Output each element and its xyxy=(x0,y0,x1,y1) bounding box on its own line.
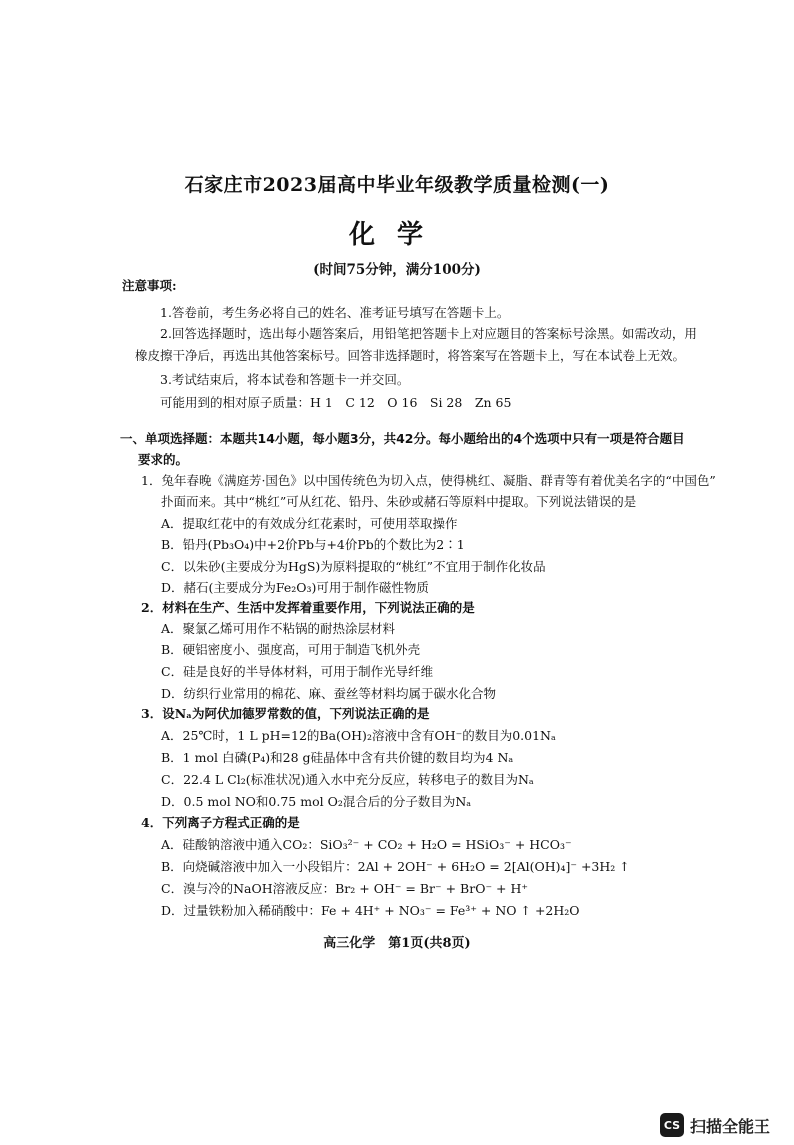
q2-option-a: A．聚氯乙烯可用作不粘锅的耐热涂层材料 xyxy=(161,621,396,636)
q1-option-a: A．提取红花中的有效成分红花素时，可使用萃取操作 xyxy=(161,516,458,531)
notice-item-2-cont: 橡皮擦干净后，再选出其他答案标号。回答非选择题时，将答案写在答题卡上，写在本试卷上无效。 xyxy=(135,348,686,363)
q4-stem: 4．下列离子方程式正确的是 xyxy=(141,815,300,830)
notice-item-1: 1.答卷前，考生务必将自己的姓名、准考证号填写在答题卡上。 xyxy=(160,305,510,320)
q4-option-d: D．过量铁粉加入稀硝酸中：Fe + 4H⁺ + NO₃⁻ = Fe³⁺ + NO ↑ +2H₂O xyxy=(161,903,580,918)
q1-option-c: C．以朱砂(主要成分为HgS)为原料提取的“桃红”不宜用于制作化妆品 xyxy=(161,559,546,574)
notice-heading: 注意事项: xyxy=(122,278,177,293)
scanner-watermark xyxy=(660,1112,770,1138)
q2-stem: 2．材料在生产、生活中发挥着重要作用，下列说法正确的是 xyxy=(141,600,475,615)
q1-option-b: B．铅丹(Pb₃O₄)中+2价Pb与+4价Pb的个数比为2∶1 xyxy=(161,537,465,552)
camscanner-logo-icon: CS xyxy=(660,1113,684,1137)
scanner-label: 扫描全能王 xyxy=(690,1116,771,1136)
exam-title: 石家庄市2023届高中毕业年级教学质量检测(一) xyxy=(184,174,610,196)
q4-option-a: A．硅酸钠溶液中通入CO₂：SiO₃²⁻ + CO₂ + H₂O = HSiO₃⁻ + HCO₃⁻ xyxy=(161,837,572,852)
q3-option-b: B．1 mol 白磷(P₄)和28 g硅晶体中含有共价键的数目均为4 Nₐ xyxy=(161,750,514,765)
q4-option-c: C．溴与冷的NaOH溶液反应：Br₂ + OH⁻ = Br⁻ + BrO⁻ + H⁺ xyxy=(161,881,528,896)
q4-option-b: B．向烧碱溶液中加入一小段铝片：2Al + 2OH⁻ + 6H₂O = 2[Al(OH)₄]⁻ +3H₂ ↑ xyxy=(161,859,630,874)
q3-option-d: D．0.5 mol NO和0.75 mol O₂混合后的分子数目为Nₐ xyxy=(161,794,472,809)
notice-item-2: 2.回答选择题时，选出每小题答案后，用铅笔把答题卡上对应题目的答案标号涂黑。如需改动，用 xyxy=(160,326,697,341)
atomic-mass-line: 可能用到的相对原子质量：H 1 C 12 O 16 Si 28 Zn 65 xyxy=(160,395,512,410)
q2-option-d: D．纺织行业常用的棉花、麻、蚕丝等材料均属于碳水化合物 xyxy=(161,686,497,701)
q3-stem: 3．设Nₐ为阿伏加德罗常数的值，下列说法正确的是 xyxy=(141,706,430,721)
q3-option-a: A．25℃时，1 L pH=12的Ba(OH)₂溶液中含有OH⁻的数目为0.01Nₐ xyxy=(161,728,556,743)
q3-option-c: C．22.4 L Cl₂(标准状况)通入水中充分反应，转移电子的数目为Nₐ xyxy=(161,772,534,787)
section-heading: 一、单项选择题：本题共14小题，每小题3分，共42分。每小题给出的4个选项中只有一项是符合题目 xyxy=(120,431,685,446)
q2-option-b: B．硬铝密度小、强度高，可用于制造飞机外壳 xyxy=(161,642,421,657)
q1-stem-cont: 扑面而来。其中“桃红”可从红花、铅丹、朱砂或赭石等原料中提取。下列说法错误的是 xyxy=(161,494,637,509)
section-heading-cont: 要求的。 xyxy=(138,452,189,467)
q1-option-d: D．赭石(主要成分为Fe₂O₃)可用于制作磁性物质 xyxy=(161,580,429,595)
q1-stem: 1．兔年春晚《满庭芳·国色》以中国传统色为切入点，使得桃红、凝脂、群青等有着优美名字的“中国色” xyxy=(141,473,716,488)
time-note: (时间75分钟，满分100分) xyxy=(313,262,481,278)
page-footer: 高三化学 第1页(共8页) xyxy=(323,936,471,951)
q2-option-c: C．硅是良好的半导体材料，可用于制作光导纤维 xyxy=(161,664,434,679)
subject-title: 化学 xyxy=(348,220,445,250)
notice-item-3: 3.考试结束后，将本试卷和答题卡一并交回。 xyxy=(160,372,410,387)
